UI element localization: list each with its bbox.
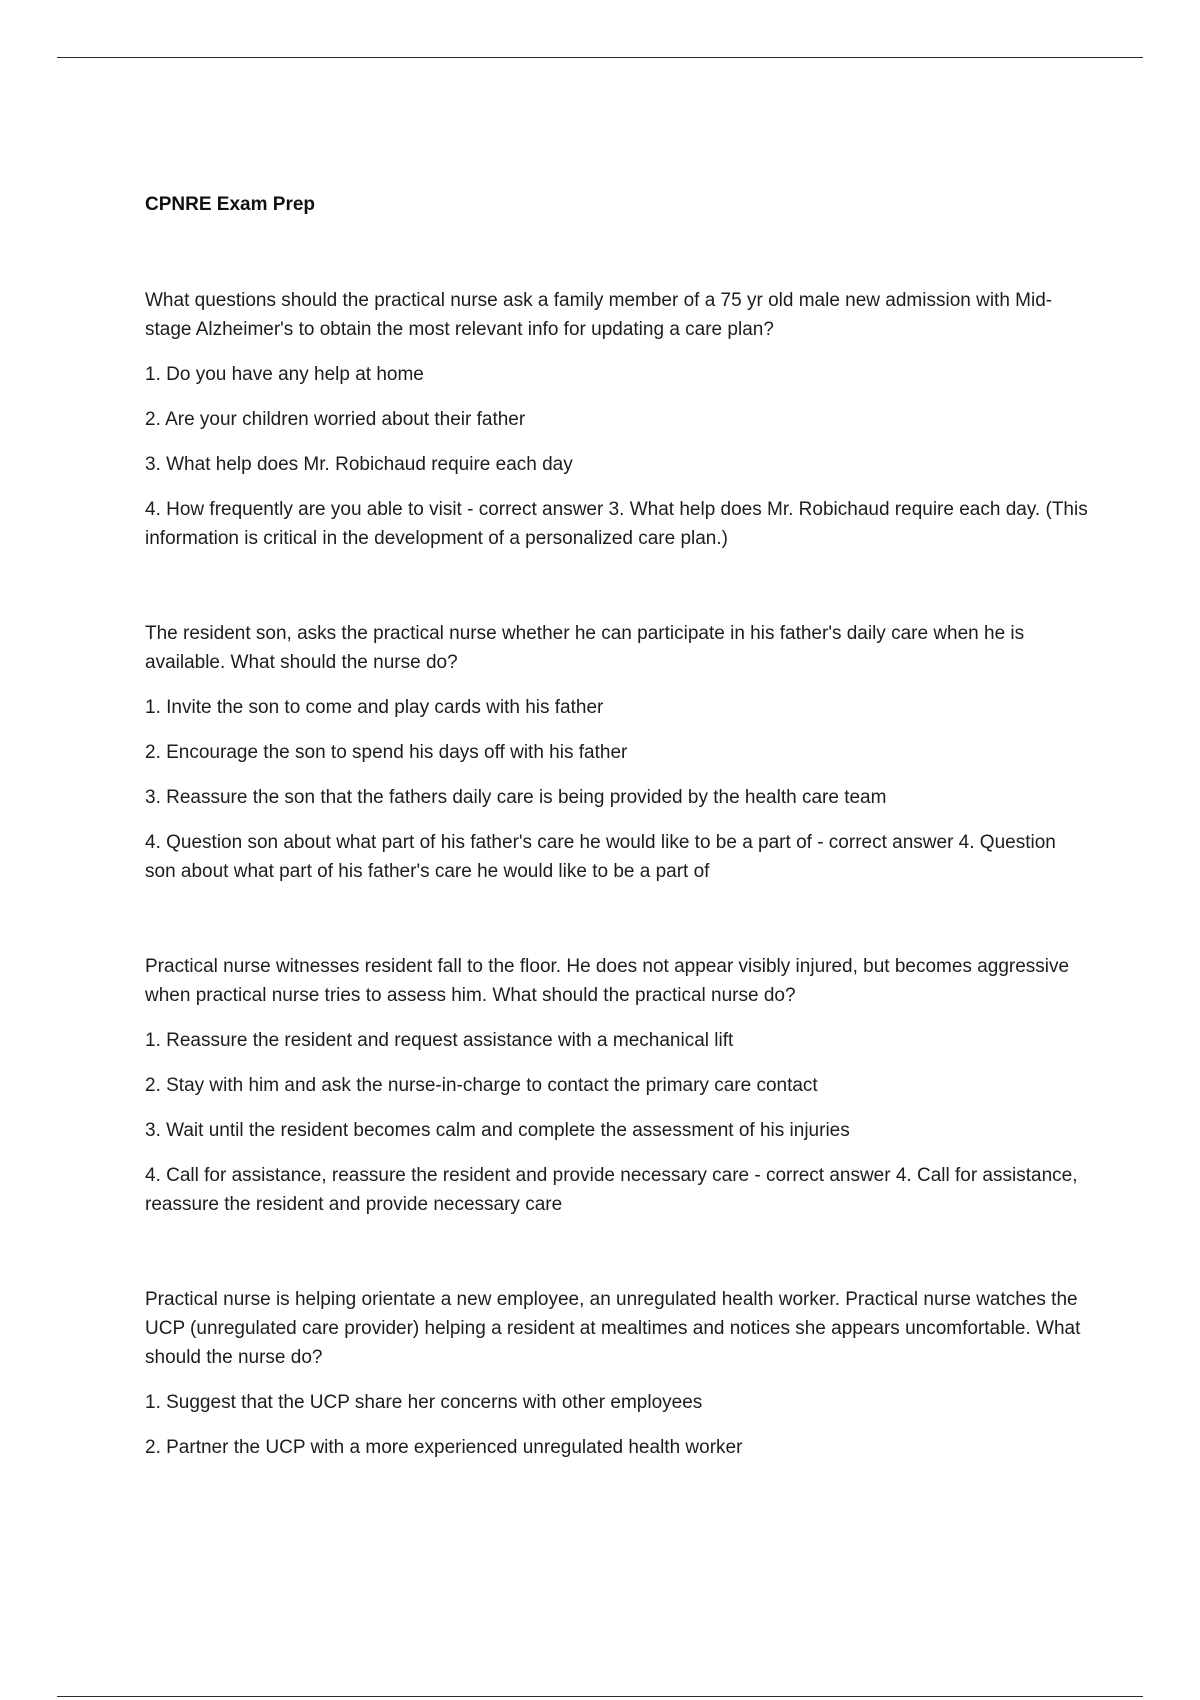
answer-option: 4. Question son about what part of his father's care he would like to be a part of - correct answer 4. Question son about what part of his father's care he would like to be a part of [145,832,1056,882]
question-stem: Practical nurse is helping orientate a new employee, an unregulated health worker. Practical nurse watches the UCP (unregulated care provider) helping a resident at mealtimes and notices she appears uncomfortable. What should the nurse do? [145,1289,1081,1368]
document-body [145,190,1090,1462]
question-2 [145,619,1090,886]
answer-option: 2. Are your children worried about their father [145,409,526,430]
top-rule [57,57,1143,58]
document-title: CPNRE Exam Prep [145,194,316,215]
question-4 [145,1285,1090,1462]
question-1 [145,286,1090,553]
answer-option: 1. Invite the son to come and play cards with his father [145,697,604,718]
question-stem: The resident son, asks the practical nurse whether he can participate in his father's daily care when he is available. What should the nurse do? [145,623,1025,673]
question-stem: What questions should the practical nurse ask a family member of a 75 yr old male new admission with Mid-stage Alzheimer's to obtain the most relevant info for updating a care plan? [145,290,1053,340]
answer-option: 1. Reassure the resident and request assistance with a mechanical lift [145,1030,734,1051]
answer-option: 3. What help does Mr. Robichaud require each day [145,454,573,475]
bottom-rule [57,1696,1143,1697]
answer-option: 1. Do you have any help at home [145,364,424,385]
question-stem: Practical nurse witnesses resident fall to the floor. He does not appear visibly injured, but becomes aggressive when practical nurse tries to assess him. What should the practical nurse do? [145,956,1070,1006]
answer-option: 3. Wait until the resident becomes calm and complete the assessment of his injuries [145,1120,850,1141]
answer-option: 2. Encourage the son to spend his days off with his father [145,742,628,763]
answer-option: 1. Suggest that the UCP share her concerns with other employees [145,1392,703,1413]
question-3 [145,952,1090,1219]
answer-option: 2. Stay with him and ask the nurse-in-charge to contact the primary care contact [145,1075,818,1096]
answer-option: 4. Call for assistance, reassure the resident and provide necessary care - correct answer 4. Call for assistance, reassure the resident and provide necessary care [145,1165,1078,1215]
answer-option: 3. Reassure the son that the fathers daily care is being provided by the health care team [145,787,887,808]
answer-option: 2. Partner the UCP with a more experienced unregulated health worker [145,1437,743,1458]
answer-option: 4. How frequently are you able to visit - correct answer 3. What help does Mr. Robichaud require each day. (This information is critical in the development of a personalized care plan.) [145,499,1088,549]
